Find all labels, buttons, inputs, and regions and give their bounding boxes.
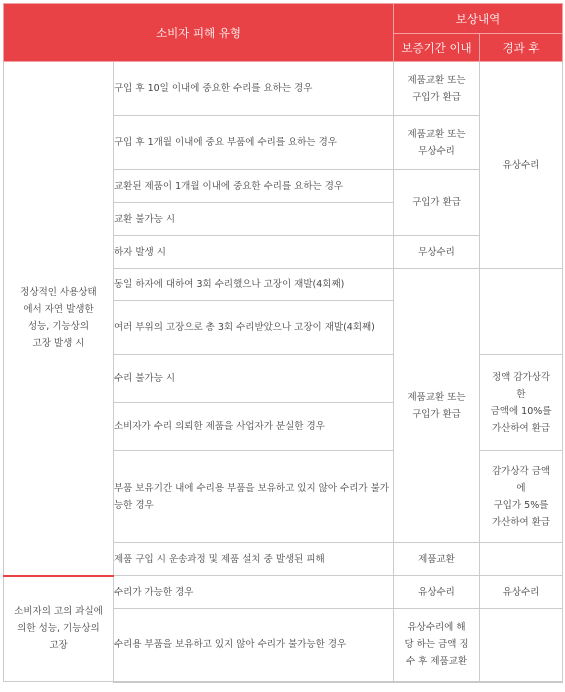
within-warranty-remedy: 제품교환 또는 구입가 환급 — [394, 269, 480, 543]
within-warranty-remedy: 유상수리 — [394, 576, 480, 609]
after-warranty-remedy: 정액 감가상각 한 금액에 10%를 가산하여 환급 — [480, 355, 563, 451]
consumer-damage-compensation-table — [3, 3, 563, 683]
damage-description: 동일 하자에 대하여 3회 수리했으나 고장이 재발(4회째) — [114, 269, 394, 301]
header-damage-type: 소비자 피해 유형 — [4, 4, 394, 62]
after-warranty-remedy-empty — [480, 609, 563, 682]
damage-description: 여러 부위의 고장으로 총 3회 수리받았으나 고장이 재발(4회째) — [114, 301, 394, 355]
damage-description: 구입 후 1개월 이내에 중요 부품에 수리를 요하는 경우 — [114, 116, 394, 170]
damage-description: 교환된 제품이 1개월 이내에 중요한 수리를 요하는 경우 — [114, 170, 394, 203]
table-row — [4, 62, 563, 116]
damage-description: 제품 구입 시 운송과정 및 제품 설치 중 발생된 피해 — [114, 543, 394, 576]
damage-description: 하자 발생 시 — [114, 236, 394, 269]
damage-description: 교환 불가능 시 — [114, 203, 394, 236]
header-compensation: 보상내역 — [394, 4, 563, 34]
category-line: 정상적인 사용상태 — [20, 287, 97, 299]
category-line: 의한 성능, 기능상의 — [17, 623, 100, 635]
after-warranty-remedy: 유상수리 — [480, 62, 563, 269]
category-line: 에서 자연 발생한 — [23, 304, 94, 316]
category-line: 성능, 기능상의 — [27, 321, 90, 333]
damage-description: 부품 보유기간 내에 수리용 부품을 보유하고 있지 않아 수리가 불가능한 경우 — [114, 451, 394, 543]
header-after-warranty: 경과 후 — [480, 34, 563, 62]
after-warranty-remedy-empty — [480, 543, 563, 576]
after-warranty-remedy: 감가상각 금액 에 구입가 5%를 가산하여 환급 — [480, 451, 563, 543]
damage-description: 수리 불가능 시 — [114, 355, 394, 403]
header-within-warranty: 보증기간 이내 — [394, 34, 480, 62]
within-warranty-remedy: 제품교환 — [394, 543, 480, 576]
category-line: 소비자의 고의 과실에 — [14, 606, 103, 618]
category-line: 고장 — [49, 640, 68, 652]
table-row — [4, 576, 563, 609]
within-warranty-remedy: 유상수리에 해 당 하는 금액 징 수 후 제품교환 — [394, 609, 480, 682]
category-natural-failure — [4, 62, 114, 576]
damage-description: 구입 후 10일 이내에 중요한 수리를 요하는 경우 — [114, 62, 394, 116]
category-line: 고장 발생 시 — [32, 338, 85, 350]
within-warranty-remedy: 제품교환 또는 구입가 환급 — [394, 62, 480, 116]
category-consumer-fault — [4, 576, 114, 682]
within-warranty-remedy: 무상수리 — [394, 236, 480, 269]
after-warranty-remedy-empty — [480, 269, 563, 355]
within-warranty-remedy: 제품교환 또는 무상수리 — [394, 116, 480, 170]
damage-description: 소비자가 수리 의뢰한 제품을 사업자가 분실한 경우 — [114, 403, 394, 451]
header-row — [4, 4, 563, 34]
after-warranty-remedy: 유상수리 — [480, 576, 563, 609]
within-warranty-remedy: 구입가 환급 — [394, 170, 480, 236]
damage-description: 수리용 부품을 보유하고 있지 않아 수리가 불가능한 경우 — [114, 609, 394, 682]
damage-description: 수리가 가능한 경우 — [114, 576, 394, 609]
